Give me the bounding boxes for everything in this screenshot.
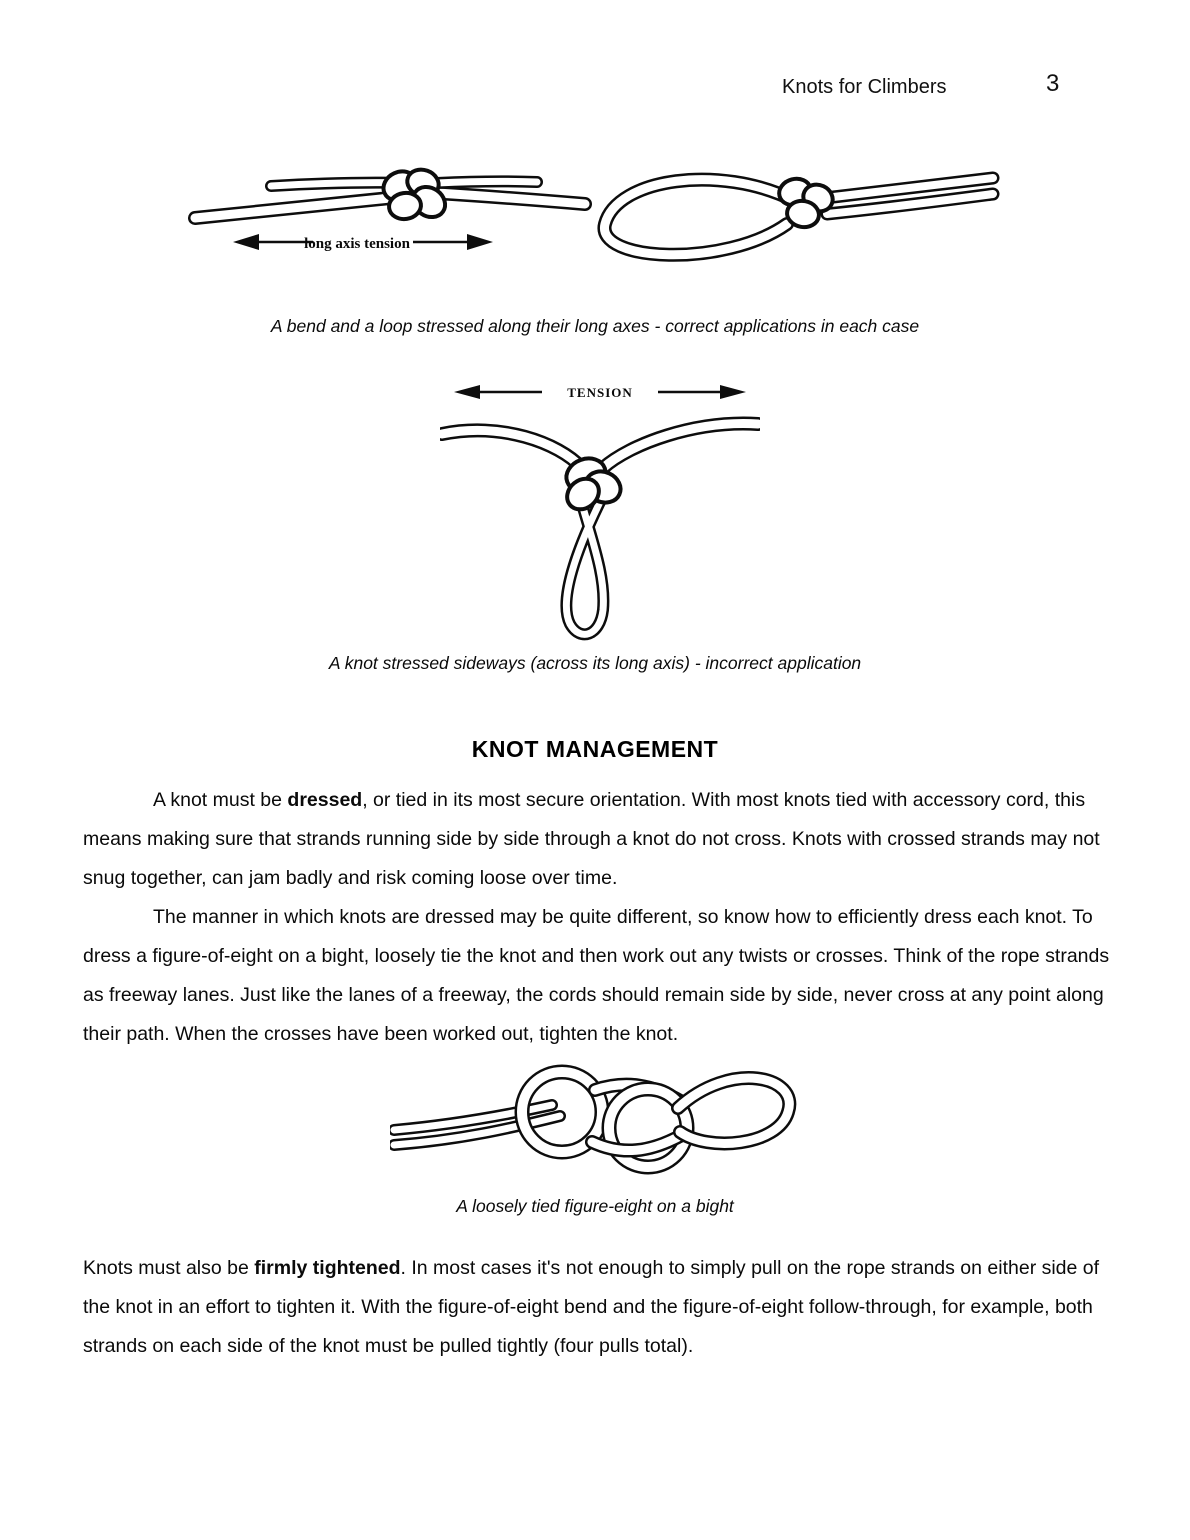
tension-arrows [454,385,746,400]
figure-bend-and-loop [185,136,1000,274]
sideways-stress-illustration [440,372,760,644]
figure-sideways-stress [440,372,760,644]
figure3-caption: A loosely tied figure-eight on a bight [456,1196,734,1216]
left-arrowhead-icon [454,385,480,399]
figure2-caption: A knot stressed sideways (across its long axis) - incorrect application [328,653,862,673]
paragraph-dressed [83,781,1111,898]
running-header: Knots for Climbers [782,76,947,98]
page-number: 3 [1046,70,1060,97]
paragraph-tightened [83,1249,1111,1366]
body-text-knot-management [83,781,1111,1054]
right-arrowhead-icon [720,385,746,399]
bend-knot-drawing [195,165,585,223]
figure1-caption: A bend and a loop stressed along their long axes - correct applications in each case [270,316,920,336]
paragraph-text: The manner in which knots are dressed may be quite different, so know how to efficiently dress each knot. To dress a figure-of-eight on a bight, loosely tie the knot and then work out any twists or crosses. Think of the rope strands as freeway lanes. Just like the lanes of a freeway, the cords should remain side by side, never cross at any point along their path. When the crosses have been worked out, tighten the knot. [83,906,1110,1045]
long-axis-tension-label: long axis tension [304,236,410,252]
bold-term-dressed: dressed [287,789,363,811]
figure-eight-bight [390,1052,810,1180]
tension-label: TENSION [567,385,633,400]
section-heading: KNOT MANAGEMENT [471,736,719,762]
paragraph-dressing-manner [83,898,1111,1054]
left-arrowhead-icon [233,234,259,250]
loop-knot-drawing [604,175,993,254]
paragraph-text: Knots must also be [83,1257,255,1279]
body-text-tightening [83,1249,1111,1366]
paragraph-text: , or tied in its most secure orientation. With most knots tied with accessory cord, this means making sure that strands running side by side through a knot do not cross. Knots with crossed strands may not snug together, can jam badly and risk coming loose over time. [83,789,1100,889]
sideways-knot-drawing [442,424,758,635]
bend-and-loop-illustration [185,136,1000,274]
figure-eight-illustration [390,1052,810,1180]
long-axis-tension-arrows [233,234,493,252]
figure-eight-drawing [394,1072,789,1167]
paragraph-text: . In most cases it's not enough to simply pull on the rope strands on either side of the knot in an effort to tighten it. With the figure-of-eight bend and the figure-of-eight follow-through, for example, both strands on each side of the knot must be pulled tightly (four pulls total). [83,1257,1100,1357]
paragraph-text: A knot must be [153,789,288,811]
right-arrowhead-icon [467,234,493,250]
bold-term-firmly-tightened: firmly tightened [254,1257,401,1279]
